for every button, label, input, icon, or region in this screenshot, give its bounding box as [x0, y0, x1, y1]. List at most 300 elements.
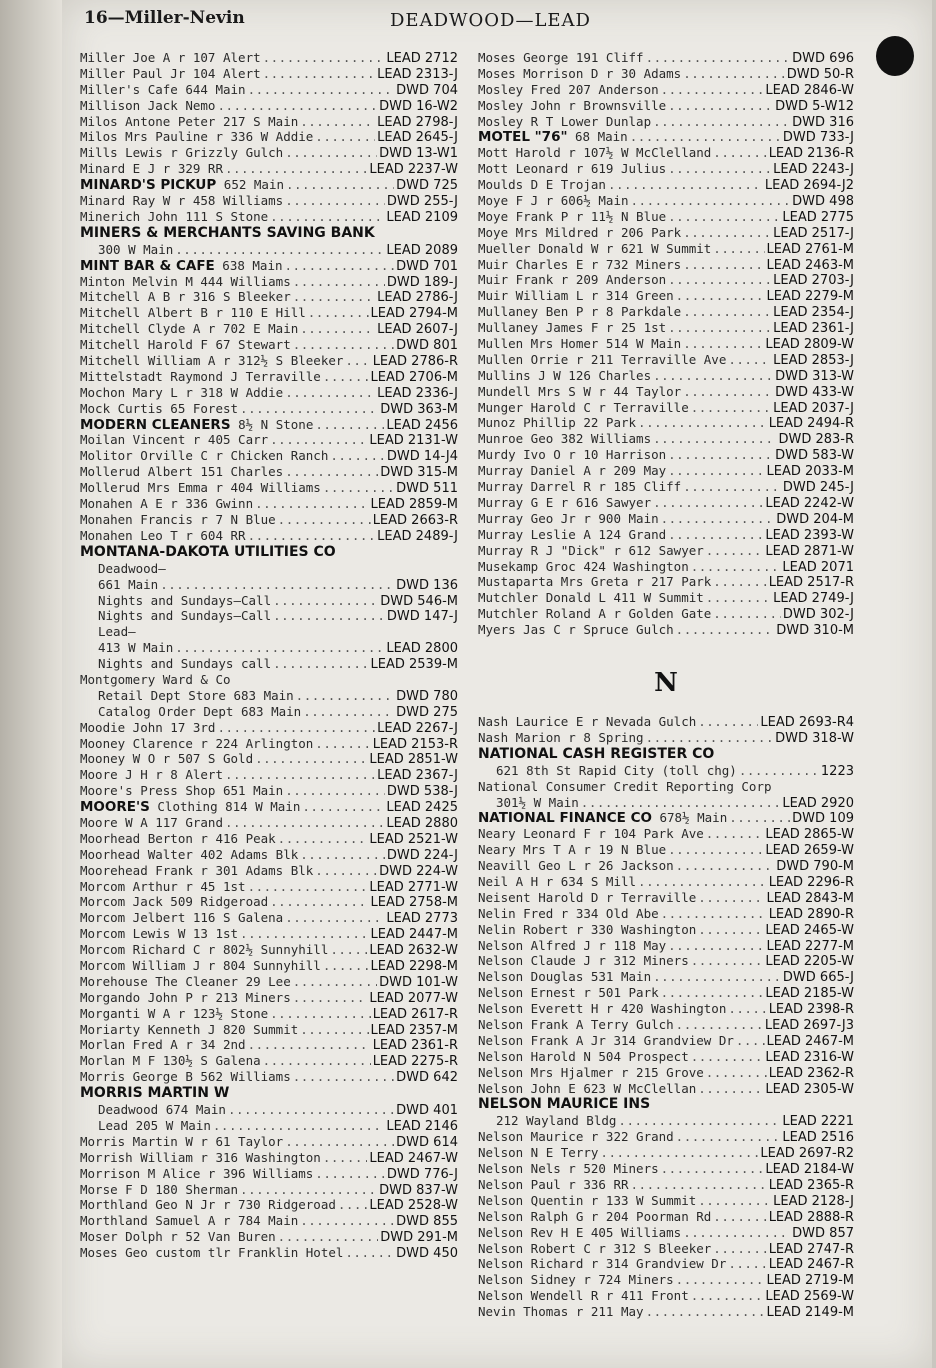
leader-dots — [683, 66, 785, 82]
phone-number: LEAD 2463-M — [766, 257, 854, 273]
listing-name: Morcom William J r 804 Sunnyhill — [80, 957, 321, 973]
listing-row — [478, 400, 854, 416]
leader-dots — [630, 129, 781, 145]
phone-number: LEAD 2298-M — [370, 958, 458, 974]
leader-dots — [248, 1037, 371, 1053]
listing-name: Moye F J r 606½ Main — [478, 193, 629, 209]
listing-row — [478, 114, 854, 130]
listing-name: Mills Lewis r Grizzly Gulch — [80, 145, 284, 161]
leader-dots — [263, 66, 376, 82]
listing-name: Murray Darrel R r 185 Cliff — [478, 479, 682, 495]
listing-row — [478, 1049, 854, 1065]
phone-number: DWD 546-M — [380, 593, 458, 609]
listing-name: 300 W Main — [98, 241, 174, 257]
listing-name: Nelson Ralph G r 204 Poorman Rd — [478, 1208, 712, 1224]
listing-name: Nash Marion r 8 Spring — [478, 729, 644, 745]
phone-number: DWD 109 — [792, 811, 854, 827]
listing-name: Mollerud Albert 151 Charles — [80, 464, 284, 480]
phone-number: LEAD 2703-J — [773, 273, 854, 289]
listing-name: Minard E J r 329 RR — [80, 161, 223, 177]
leader-dots — [661, 1161, 764, 1177]
listing-name: Morrison M Alice r 396 Williams — [80, 1165, 314, 1181]
listing-row — [478, 1129, 854, 1145]
listing-row — [80, 1229, 458, 1245]
phone-number: LEAD 2362-R — [768, 1065, 854, 1081]
listing-row — [80, 1197, 458, 1213]
phone-number: DWD 704 — [396, 82, 458, 98]
phone-number: LEAD 2851-W — [369, 752, 458, 768]
phone-number: LEAD 2706-M — [370, 369, 458, 385]
leader-dots — [713, 1209, 766, 1225]
leader-dots — [706, 1065, 767, 1081]
listing-name: Nelson Mrs Hjalmer r 215 Grove — [478, 1064, 704, 1080]
phone-number: LEAD 2242-W — [765, 495, 854, 511]
listing-business-name: MINARD'S PICKUP — [80, 177, 217, 194]
leader-dots — [323, 1150, 368, 1166]
listing-row — [80, 688, 458, 704]
listing-row — [80, 145, 458, 161]
phone-number: LEAD 2131-W — [369, 433, 458, 449]
leader-dots — [296, 688, 395, 704]
listing-row — [478, 495, 854, 511]
listing-row — [478, 257, 854, 273]
leader-dots — [270, 432, 367, 448]
leader-dots — [285, 193, 385, 209]
phone-number: LEAD 2521-W — [369, 831, 458, 847]
listing-name — [80, 417, 313, 433]
listing-name: Muir Charles E r 732 Miners — [478, 256, 682, 272]
leader-dots — [683, 479, 781, 495]
listing-row — [80, 1134, 458, 1150]
listing-name: Minerich John 111 S Stone — [80, 208, 269, 224]
leader-dots — [330, 448, 385, 464]
leader-dots — [668, 272, 771, 288]
phone-number: DWD 224-W — [379, 863, 458, 879]
listing-address: 678½ Main — [651, 810, 728, 826]
listing-row — [478, 304, 854, 320]
listing-name: Neavill Geo L r 26 Jackson — [478, 858, 674, 874]
listing-name: Neisent Harold D r Terraville — [478, 889, 697, 905]
listing-row — [80, 193, 458, 209]
leader-dots — [323, 369, 369, 385]
phone-number: LEAD 2809-W — [765, 337, 854, 352]
leader-dots — [676, 1129, 781, 1145]
leader-dots — [248, 82, 395, 98]
listing-row — [80, 1006, 458, 1022]
listing-row — [80, 704, 458, 720]
phone-number: DWD 498 — [792, 194, 854, 209]
listing-row — [478, 368, 854, 384]
phone-number: DWD 701 — [396, 258, 458, 274]
listing-row — [80, 1245, 458, 1261]
listing-row — [80, 480, 458, 496]
leader-dots — [713, 145, 766, 161]
leader-dots — [217, 720, 375, 736]
phone-number: DWD 801 — [396, 338, 458, 354]
leader-dots — [248, 879, 368, 895]
leader-dots — [255, 496, 368, 512]
phone-number: LEAD 2712 — [386, 51, 458, 66]
listing-name: Morlan M F 130½ S Galena — [80, 1053, 261, 1069]
section-letter: N — [654, 667, 678, 698]
listing-row — [80, 50, 458, 66]
leader-dots — [315, 1166, 385, 1182]
leader-dots — [668, 320, 771, 336]
phone-number: LEAD 2361-J — [773, 321, 854, 337]
listing-name: Mullaney Ben P r 8 Parkdale — [478, 304, 682, 320]
business-heading: NELSON MAURICE INS — [478, 1096, 651, 1113]
phone-number: DWD 136 — [396, 577, 458, 593]
listing-name: Morgando John P r 213 Miners — [80, 989, 291, 1005]
phone-number: DWD 16-W2 — [379, 98, 458, 114]
leader-dots — [270, 209, 384, 225]
leader-dots — [698, 714, 758, 730]
listing-name: Lead 205 W Main — [98, 1118, 211, 1133]
listing-row — [478, 795, 854, 811]
listing-row — [80, 1182, 458, 1198]
listing-name: Moses Geo custom tlr Franklin Hotel — [80, 1245, 344, 1261]
listing-row — [80, 209, 458, 225]
business-heading: MINERS & MERCHANTS SAVING BANK — [80, 224, 375, 241]
leader-dots — [713, 1241, 766, 1257]
leader-dots — [683, 225, 771, 241]
listing-row — [478, 714, 854, 730]
leader-dots — [338, 1197, 368, 1213]
listing-row — [478, 479, 854, 495]
phone-number: LEAD 2185-W — [765, 986, 854, 1002]
leader-dots — [676, 288, 765, 304]
phone-number: DWD 511 — [396, 481, 458, 497]
listing-row — [478, 1001, 854, 1017]
listing-name: Munger Harold C r Terraville — [478, 399, 689, 415]
listing-row — [80, 863, 458, 879]
listing-name — [80, 177, 284, 193]
phone-number: LEAD 2279-M — [766, 289, 854, 305]
phone-number: LEAD 2146 — [386, 1119, 458, 1134]
listing-row — [478, 431, 854, 447]
listing-row — [80, 608, 458, 624]
phone-number: DWD 614 — [396, 1134, 458, 1150]
phone-number: DWD 837-W — [379, 1182, 458, 1198]
phone-number: DWD 316 — [792, 114, 854, 130]
listing-row — [478, 559, 854, 575]
listing-name: Moore's Press Shop 651 Main — [80, 783, 284, 799]
phone-number: LEAD 2843-M — [766, 890, 854, 906]
listing-name: Moilan Vincent r 405 Carr — [80, 432, 269, 448]
phone-number: LEAD 2184-W — [765, 1162, 854, 1177]
listing-name: Nelin Robert r 330 Washington — [478, 921, 697, 937]
listing-row — [478, 890, 854, 906]
listing-name: Mosley Fred 207 Anderson — [478, 81, 659, 97]
phone-number: LEAD 2617-R — [372, 1006, 458, 1022]
listing-row — [80, 1037, 458, 1053]
listing-row — [80, 1166, 458, 1182]
listing-name: Nelson Maurice r 322 Grand — [478, 1129, 674, 1145]
listing-name: Milos Antone Peter 217 S Main — [80, 113, 299, 129]
listing-name: Deadwood— — [98, 560, 166, 576]
leader-dots — [228, 1102, 394, 1118]
listing-row — [478, 810, 854, 826]
leader-dots — [225, 161, 367, 177]
phone-number: LEAD 2775 — [782, 209, 854, 225]
listing-name: Montgomery Ward & Co — [80, 671, 231, 687]
phone-number: LEAD 2425 — [386, 800, 458, 815]
listing-row — [478, 969, 854, 985]
listing-name: Miller Joe A r 107 Alert — [80, 50, 261, 65]
leader-dots — [293, 974, 377, 990]
listing-row — [478, 1145, 854, 1161]
listing-name: Molitor Orville C r Chicken Ranch — [80, 448, 329, 464]
listing-row — [478, 938, 854, 954]
leader-dots — [240, 1182, 377, 1198]
listing-row — [478, 842, 854, 858]
listing-name: Mueller Donald W r 621 W Summit — [478, 240, 712, 256]
listing-row — [80, 1069, 458, 1085]
listing-row — [478, 288, 854, 304]
listing-row — [80, 767, 458, 783]
phone-number: LEAD 2153-R — [372, 736, 458, 752]
leader-dots — [691, 1049, 764, 1065]
listing-name: Mosley John r Brownsville — [478, 97, 667, 113]
leader-dots — [302, 799, 384, 815]
listing-row — [80, 799, 458, 815]
leader-dots — [683, 257, 764, 273]
leader-dots — [653, 495, 763, 511]
phone-number: LEAD 2447-M — [370, 927, 458, 943]
listing-name: Mullaney James F r 25 1st — [478, 320, 667, 336]
listing-row — [80, 161, 458, 177]
phone-number: DWD 780 — [396, 688, 458, 704]
listing-name: Moses Morrison D r 30 Adams — [478, 65, 682, 81]
leader-dots — [728, 352, 771, 368]
phone-number: LEAD 2305-W — [765, 1081, 854, 1097]
leader-dots — [286, 177, 394, 193]
leader-dots — [653, 431, 776, 447]
listing-name: Nights and Sundays—Call — [98, 608, 272, 624]
listing-name: Nelson Douglas 531 Main — [478, 969, 652, 985]
phone-number: DWD 275 — [396, 704, 458, 720]
leader-dots — [240, 401, 378, 417]
business-heading: MONTANA-DAKOTA UTILITIES CO — [80, 543, 336, 560]
leader-dots — [698, 1193, 771, 1209]
listing-name: Moodie John 17 3rd — [80, 719, 216, 735]
listing-row — [80, 751, 458, 767]
listing-name — [478, 129, 628, 145]
listing-name: Catalog Order Dept 683 Main — [98, 703, 302, 719]
listing-name: Nelson Wendell R r 411 Front — [478, 1288, 689, 1304]
leader-dots — [300, 1213, 394, 1229]
listing-row — [80, 942, 458, 958]
phone-number: LEAD 2786-R — [372, 354, 458, 369]
leader-dots — [581, 795, 781, 811]
leader-dots — [683, 336, 763, 352]
leader-dots — [653, 368, 773, 384]
phone-number: LEAD 2367-J — [377, 768, 458, 784]
listing-row — [478, 384, 854, 400]
phone-number: LEAD 2267-J — [377, 720, 458, 736]
phone-number: DWD 315-M — [380, 465, 458, 481]
leader-dots — [668, 463, 764, 479]
listing-name: Mitchell Albert B r 110 E Hill — [80, 305, 306, 321]
leader-dots — [646, 730, 774, 746]
leader-dots — [225, 767, 375, 783]
leader-dots — [278, 831, 368, 847]
phone-number: DWD 318-W — [775, 730, 854, 746]
phone-number: LEAD 2747-R — [768, 1241, 854, 1257]
listing-row — [478, 161, 854, 177]
leader-dots — [270, 894, 368, 910]
phone-number: LEAD 2467-W — [369, 1150, 458, 1166]
leader-dots — [661, 511, 775, 527]
listing-row — [478, 177, 854, 193]
listing-name: Mundell Mrs S W r 44 Taylor — [478, 383, 682, 399]
leader-dots — [323, 958, 369, 974]
listing-name — [80, 258, 283, 274]
phone-number: LEAD 2037-J — [773, 400, 854, 416]
listing-row — [80, 640, 458, 656]
listing-row — [478, 622, 854, 638]
listing-name: Miller Paul Jr 104 Alert — [80, 65, 261, 81]
listing-name: Nelson Richard r 314 Grandview Dr — [478, 1256, 727, 1272]
listing-name: Lead— — [98, 624, 136, 640]
listing-name: Morcom Jack 509 Ridgeroad — [80, 894, 269, 910]
leader-dots — [608, 177, 763, 193]
phone-number: LEAD 2663-R — [372, 512, 458, 528]
leader-dots — [691, 400, 771, 416]
phone-number: LEAD 2693-R4 — [760, 714, 854, 730]
listing-row — [80, 98, 458, 114]
leader-dots — [618, 1113, 780, 1129]
listing-name: Moore J H r 8 Alert — [80, 767, 223, 783]
leader-dots — [668, 98, 773, 114]
phone-number: LEAD 2516 — [782, 1130, 854, 1146]
listing-row — [478, 826, 854, 842]
listing-row — [478, 463, 854, 479]
phone-number: LEAD 2888-R — [768, 1209, 854, 1225]
listing-row — [478, 1177, 854, 1193]
listing-row — [80, 274, 458, 290]
phone-number: DWD 283-R — [778, 432, 854, 448]
listing-row — [80, 177, 458, 193]
leader-dots — [631, 193, 791, 209]
phone-number: DWD 696 — [792, 51, 854, 66]
listing-row — [478, 66, 854, 82]
listing-row — [478, 1241, 854, 1257]
phone-number: LEAD 2277-M — [766, 938, 854, 954]
listing-row — [80, 879, 458, 895]
listing-row — [478, 590, 854, 606]
listing-row — [80, 847, 458, 863]
leader-dots — [278, 1229, 379, 1245]
leader-dots — [315, 736, 370, 752]
listing-address: 638 Main — [214, 257, 283, 273]
leader-dots — [683, 304, 771, 320]
leader-dots — [285, 385, 375, 401]
leader-dots — [713, 574, 766, 590]
right-column — [478, 50, 854, 1320]
phone-number: DWD 302-J — [782, 607, 854, 623]
listing-row — [80, 385, 458, 401]
leader-dots — [303, 704, 394, 720]
listing-row — [80, 672, 458, 688]
listing-name: 212 Wayland Bldg — [496, 1113, 617, 1129]
phone-number: LEAD 2853-J — [773, 352, 854, 368]
listing-address: 8½ N Stone — [230, 416, 314, 432]
leader-dots — [661, 906, 767, 922]
listing-row — [478, 779, 854, 795]
listing-row — [80, 321, 458, 337]
leader-dots — [713, 606, 781, 622]
listing-row — [80, 448, 458, 464]
leader-dots — [600, 1145, 758, 1161]
listing-row — [478, 1017, 854, 1033]
listing-row — [80, 496, 458, 512]
listing-name: Mooney Clarence r 224 Arlington — [80, 735, 314, 751]
listing-name: Morris George B 562 Williams — [80, 1069, 291, 1085]
listing-name: Moulds D E Trojan — [478, 177, 606, 193]
listing-row — [478, 985, 854, 1001]
listing-row — [80, 1213, 458, 1229]
leader-dots — [263, 1053, 371, 1069]
leader-dots — [706, 826, 764, 842]
phone-number: DWD 776-J — [386, 1166, 458, 1182]
leader-dots — [728, 1256, 766, 1272]
leader-dots — [646, 50, 791, 66]
leader-dots — [285, 1134, 394, 1150]
phone-number: LEAD 2089 — [386, 242, 458, 258]
leader-dots — [330, 942, 367, 958]
listing-name: Murray Geo Jr r 900 Main — [478, 510, 659, 526]
listing-business-name: MOTEL "76" — [478, 129, 568, 146]
phone-number: DWD 13-W1 — [379, 146, 458, 162]
phone-number: LEAD 2365-R — [768, 1178, 854, 1193]
phone-number: LEAD 2077-W — [369, 990, 458, 1006]
listing-row — [478, 953, 854, 969]
phone-number: LEAD 2645-J — [377, 130, 458, 146]
phone-number: DWD 255-J — [386, 194, 458, 209]
leader-dots — [698, 922, 763, 938]
phone-number: DWD 245-J — [782, 480, 854, 495]
listing-name: Mitchell Harold F 67 Stewart — [80, 337, 291, 353]
listing-row — [80, 926, 458, 942]
leader-dots — [683, 384, 773, 400]
listing-name: Minard Ray W r 458 Williams — [80, 193, 284, 209]
listing-name: Monahen A E r 336 Gwinn — [80, 496, 254, 512]
listing-row — [478, 763, 854, 779]
listing-row — [478, 1256, 854, 1272]
leader-dots — [213, 1118, 385, 1134]
listing-name: Moses George 191 Cliff — [478, 50, 644, 65]
listing-row — [478, 272, 854, 288]
leader-dots — [293, 274, 385, 290]
listing-row — [478, 320, 854, 336]
phone-number: LEAD 2758-M — [370, 895, 458, 911]
listing-name: Morris Martin W r 61 Taylor — [80, 1133, 284, 1149]
leader-dots — [300, 321, 375, 337]
phone-number: DWD 5-W12 — [775, 98, 854, 114]
listing-name: Mutchler Roland A r Golden Gate — [478, 606, 712, 622]
listing-row — [478, 1161, 854, 1177]
leader-dots — [691, 1288, 764, 1304]
page-label: 16—Miller-Nevin — [84, 8, 245, 28]
listing-name: Monahen Francis r 7 N Blue — [80, 511, 276, 527]
listing-row — [80, 129, 458, 145]
listing-name: Nelson Claude J r 312 Miners — [478, 953, 689, 969]
phone-number: DWD 725 — [396, 178, 458, 194]
phone-number: LEAD 2128-J — [773, 1193, 854, 1209]
listing-row — [478, 1081, 854, 1097]
listing-name: Muir Frank r 209 Anderson — [478, 272, 667, 288]
